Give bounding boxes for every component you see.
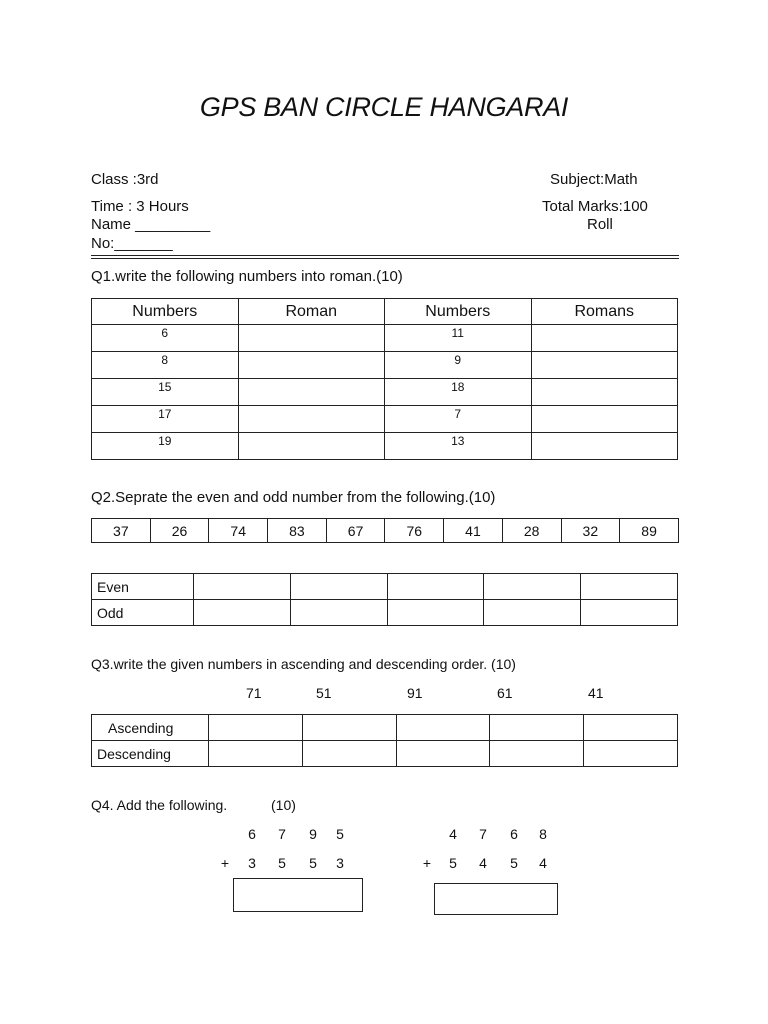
total-marks-label: Total Marks:100 [542, 198, 648, 215]
answer-box[interactable] [233, 878, 363, 912]
descending-row-label: Descending [92, 741, 209, 767]
list-item: 61 [497, 685, 513, 701]
q2-heading: Q2.Seprate the even and odd number from the following.(10) [91, 489, 496, 506]
table-row [92, 574, 678, 600]
roll-label: Roll [587, 216, 613, 233]
number-cell: 37 [92, 519, 151, 543]
list-item: 41 [588, 685, 604, 701]
odd-row-label: Odd [92, 600, 194, 626]
ascending-row-label: Ascending [92, 715, 209, 741]
answer-cell[interactable] [531, 406, 678, 433]
answer-cell[interactable] [209, 715, 303, 741]
answer-box[interactable] [434, 883, 558, 915]
number-cell: 18 [385, 379, 532, 406]
addend-digit: 7 [278, 826, 286, 842]
answer-cell[interactable] [238, 406, 385, 433]
answer-cell[interactable] [531, 352, 678, 379]
addend-digit: 3 [336, 855, 344, 871]
list-item: 51 [316, 685, 332, 701]
addend-digit: 4 [449, 826, 457, 842]
list-item: 71 [246, 685, 262, 701]
answer-cell[interactable] [531, 433, 678, 460]
answer-cell[interactable] [396, 741, 490, 767]
table-row [92, 433, 678, 460]
header-divider-bottom [91, 258, 679, 259]
q1-heading: Q1.write the following numbers into roman.(10) [91, 268, 403, 285]
subject-label: Subject:Math [550, 171, 638, 188]
addend-digit: 8 [539, 826, 547, 842]
table-header-row [92, 299, 678, 325]
plus-operator: + [422, 855, 432, 871]
column-header-numbers: Numbers [385, 299, 532, 325]
answer-cell[interactable] [302, 741, 396, 767]
answer-cell[interactable] [584, 715, 678, 741]
answer-cell[interactable] [302, 715, 396, 741]
column-header-roman: Roman [238, 299, 385, 325]
number-cell: 26 [150, 519, 209, 543]
roll-number-label: No:_______ [91, 235, 173, 252]
answer-cell[interactable] [581, 600, 678, 626]
addend-digit: 4 [539, 855, 547, 871]
answer-cell[interactable] [238, 352, 385, 379]
q2-even-odd-table [91, 573, 678, 626]
q4-marks: (10) [271, 797, 296, 813]
answer-cell[interactable] [194, 574, 291, 600]
number-cell: 11 [385, 325, 532, 352]
number-cell: 13 [385, 433, 532, 460]
addend-digit: 5 [309, 855, 317, 871]
class-label: Class :3rd [91, 171, 159, 188]
table-row [92, 600, 678, 626]
q3-heading: Q3.write the given numbers in ascending and descending order. (10) [91, 656, 516, 672]
answer-cell[interactable] [290, 600, 387, 626]
answer-cell[interactable] [484, 574, 581, 600]
time-label: Time : 3 Hours [91, 198, 189, 215]
table-row [92, 325, 678, 352]
number-cell: 32 [561, 519, 620, 543]
addend-digit: 5 [449, 855, 457, 871]
answer-cell[interactable] [238, 433, 385, 460]
addend-digit: 3 [248, 855, 256, 871]
q4-heading: Q4. Add the following. [91, 797, 228, 813]
answer-cell[interactable] [194, 600, 291, 626]
answer-cell[interactable] [581, 574, 678, 600]
number-cell: 8 [92, 352, 239, 379]
q1-roman-table [91, 298, 678, 460]
answer-cell[interactable] [490, 715, 584, 741]
answer-cell[interactable] [490, 741, 584, 767]
column-header-numbers: Numbers [92, 299, 239, 325]
answer-cell[interactable] [238, 379, 385, 406]
number-cell: 28 [502, 519, 561, 543]
number-cell: 89 [620, 519, 679, 543]
answer-cell[interactable] [290, 574, 387, 600]
number-cell: 67 [326, 519, 385, 543]
addend-digit: 6 [510, 826, 518, 842]
addend-digit: 7 [479, 826, 487, 842]
number-cell: 17 [92, 406, 239, 433]
number-cell: 9 [385, 352, 532, 379]
q2-number-strip [91, 518, 679, 543]
number-cell: 74 [209, 519, 268, 543]
school-title: GPS BAN CIRCLE HANGARAI [199, 92, 569, 122]
name-label: Name _________ [91, 216, 211, 233]
list-item: 91 [407, 685, 423, 701]
table-row [92, 741, 678, 767]
table-row [92, 406, 678, 433]
column-header-romans: Romans [531, 299, 678, 325]
number-cell: 83 [268, 519, 327, 543]
plus-operator: + [220, 855, 230, 871]
addend-digit: 4 [479, 855, 487, 871]
answer-cell[interactable] [387, 600, 484, 626]
answer-cell[interactable] [209, 741, 303, 767]
number-cell: 6 [92, 325, 239, 352]
answer-cell[interactable] [238, 325, 385, 352]
table-row [92, 715, 678, 741]
answer-cell[interactable] [531, 325, 678, 352]
table-row [92, 519, 679, 543]
number-cell: 41 [444, 519, 503, 543]
table-row [92, 352, 678, 379]
answer-cell[interactable] [484, 600, 581, 626]
addend-digit: 6 [248, 826, 256, 842]
addend-digit: 9 [309, 826, 317, 842]
answer-cell[interactable] [387, 574, 484, 600]
q3-order-table [91, 714, 678, 767]
addend-digit: 5 [278, 855, 286, 871]
number-cell: 7 [385, 406, 532, 433]
number-cell: 15 [92, 379, 239, 406]
header-divider-top [91, 255, 679, 256]
number-cell: 76 [385, 519, 444, 543]
addend-digit: 5 [336, 826, 344, 842]
even-row-label: Even [92, 574, 194, 600]
addend-digit: 5 [510, 855, 518, 871]
answer-cell[interactable] [396, 715, 490, 741]
number-cell: 19 [92, 433, 239, 460]
answer-cell[interactable] [531, 379, 678, 406]
table-row [92, 379, 678, 406]
answer-cell[interactable] [584, 741, 678, 767]
